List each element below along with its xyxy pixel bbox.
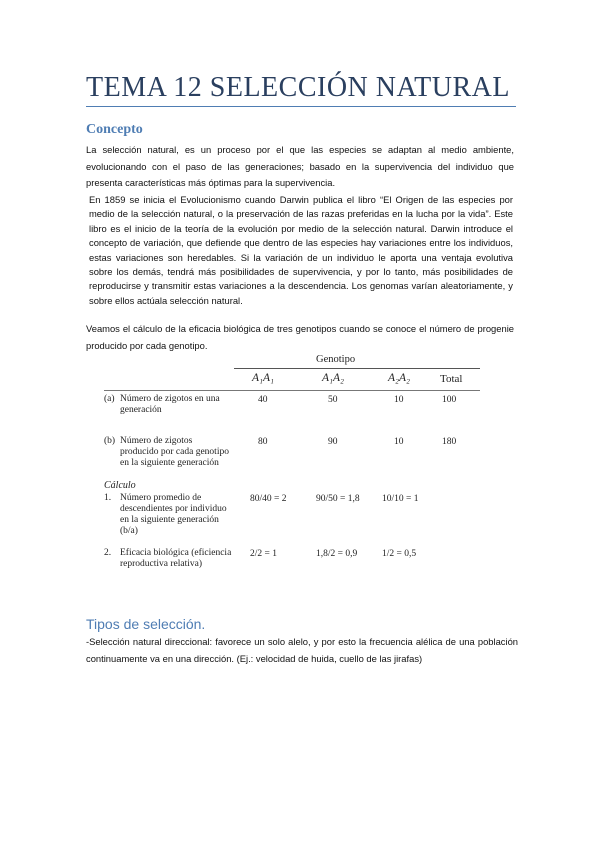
table-group-header: Genotipo <box>316 354 356 365</box>
paragraph-darwin: En 1859 se inicia el Evolucionismo cuando Darwin publica el libro “El Origen de las especies por medio de la selección natural, o la preservación de las razas preferidas en la lucha por la vida”. Este libro es el inicio de la teoría de la evolución por medio de la selección natural. Darwin introduce el concepto de variación, que defiende que dentro de las especies hay variaciones entre los individuos, estas variaciones son heredables. Si la variación de un individuo le aporta una ventaja evolutiva sobre los demás, tendrá más posibilidades de supervivencia, y por lo tanto, más posibilidades de reproducirse y transmitir estas variaciones a la descendencia. Los genomas varían aleatoriamente, y sobre ellos actúala selección natural. <box>89 194 513 306</box>
table-cell: 180 <box>442 437 457 447</box>
table-cell: 80 <box>258 437 268 447</box>
table-cell: 2/2 = 1 <box>250 549 277 559</box>
paragraph-table-intro: Veamos el cálculo de la eficacia biológica de tres genotipos cuando se conoce el número de progenie producido por cada genotipo. <box>86 323 514 351</box>
column-header-total: Total <box>440 373 463 385</box>
table-calc-row-1-label: 1. Número promedio de descendientes por individuo en la siguiente generación (b/a) <box>104 493 227 536</box>
table-cell: 10 <box>394 395 404 405</box>
table-cell: 100 <box>442 395 457 405</box>
table-calc-heading: Cálculo <box>104 480 136 491</box>
table-cell: 40 <box>258 395 268 405</box>
table-row-b-label: (b) Número de zigotos producido por cada genotipo en la siguiente generación <box>104 436 229 468</box>
paragraph-definition: La selección natural, es un proceso por el que las especies se adaptan al medio ambiente, evolucionando con el paso de las generaciones; basado en la supervivencia del individuo que presenta características más óptimas para la supervivencia. <box>86 144 514 188</box>
section-heading-tipos: Tipos de selección. <box>86 616 206 632</box>
table-cell: 10 <box>394 437 404 447</box>
table-cell: 90/50 = 1,8 <box>316 494 360 504</box>
section-heading-concepto: Concepto <box>86 122 143 137</box>
table-row-a-label: (a) Número de zigotos en una generación <box>104 394 220 415</box>
fitness-table <box>104 352 504 574</box>
table-calc-row-2-label: 2. Eficacia biológica (eficiencia reproductiva relativa) <box>104 548 232 569</box>
table-cell: 80/40 = 2 <box>250 494 287 504</box>
table-cell: 10/10 = 1 <box>382 494 419 504</box>
table-cell: 1/2 = 0,5 <box>382 549 417 559</box>
table-cell: 90 <box>328 437 338 447</box>
page-title: TEMA 12 SELECCIÓN NATURAL <box>86 72 510 103</box>
paragraph-directional-selection: -Selección natural direccional: favorece un solo alelo, y por esto la frecuencia alélica de una población continuamente va en una dirección. (Ej.: velocidad de huida, cuello de las jirafas) <box>86 636 518 664</box>
table-cell: 50 <box>328 395 338 405</box>
title-underline <box>86 106 516 107</box>
table-rule-header <box>104 390 480 391</box>
table-rule-top <box>234 368 480 369</box>
column-header-a1a2: A₁A₂ <box>322 372 345 384</box>
column-header-a1a1: A₁A₁ <box>252 372 275 384</box>
column-header-a2a2: A₂A₂ <box>388 372 411 384</box>
table-cell: 1,8/2 = 0,9 <box>316 549 358 559</box>
